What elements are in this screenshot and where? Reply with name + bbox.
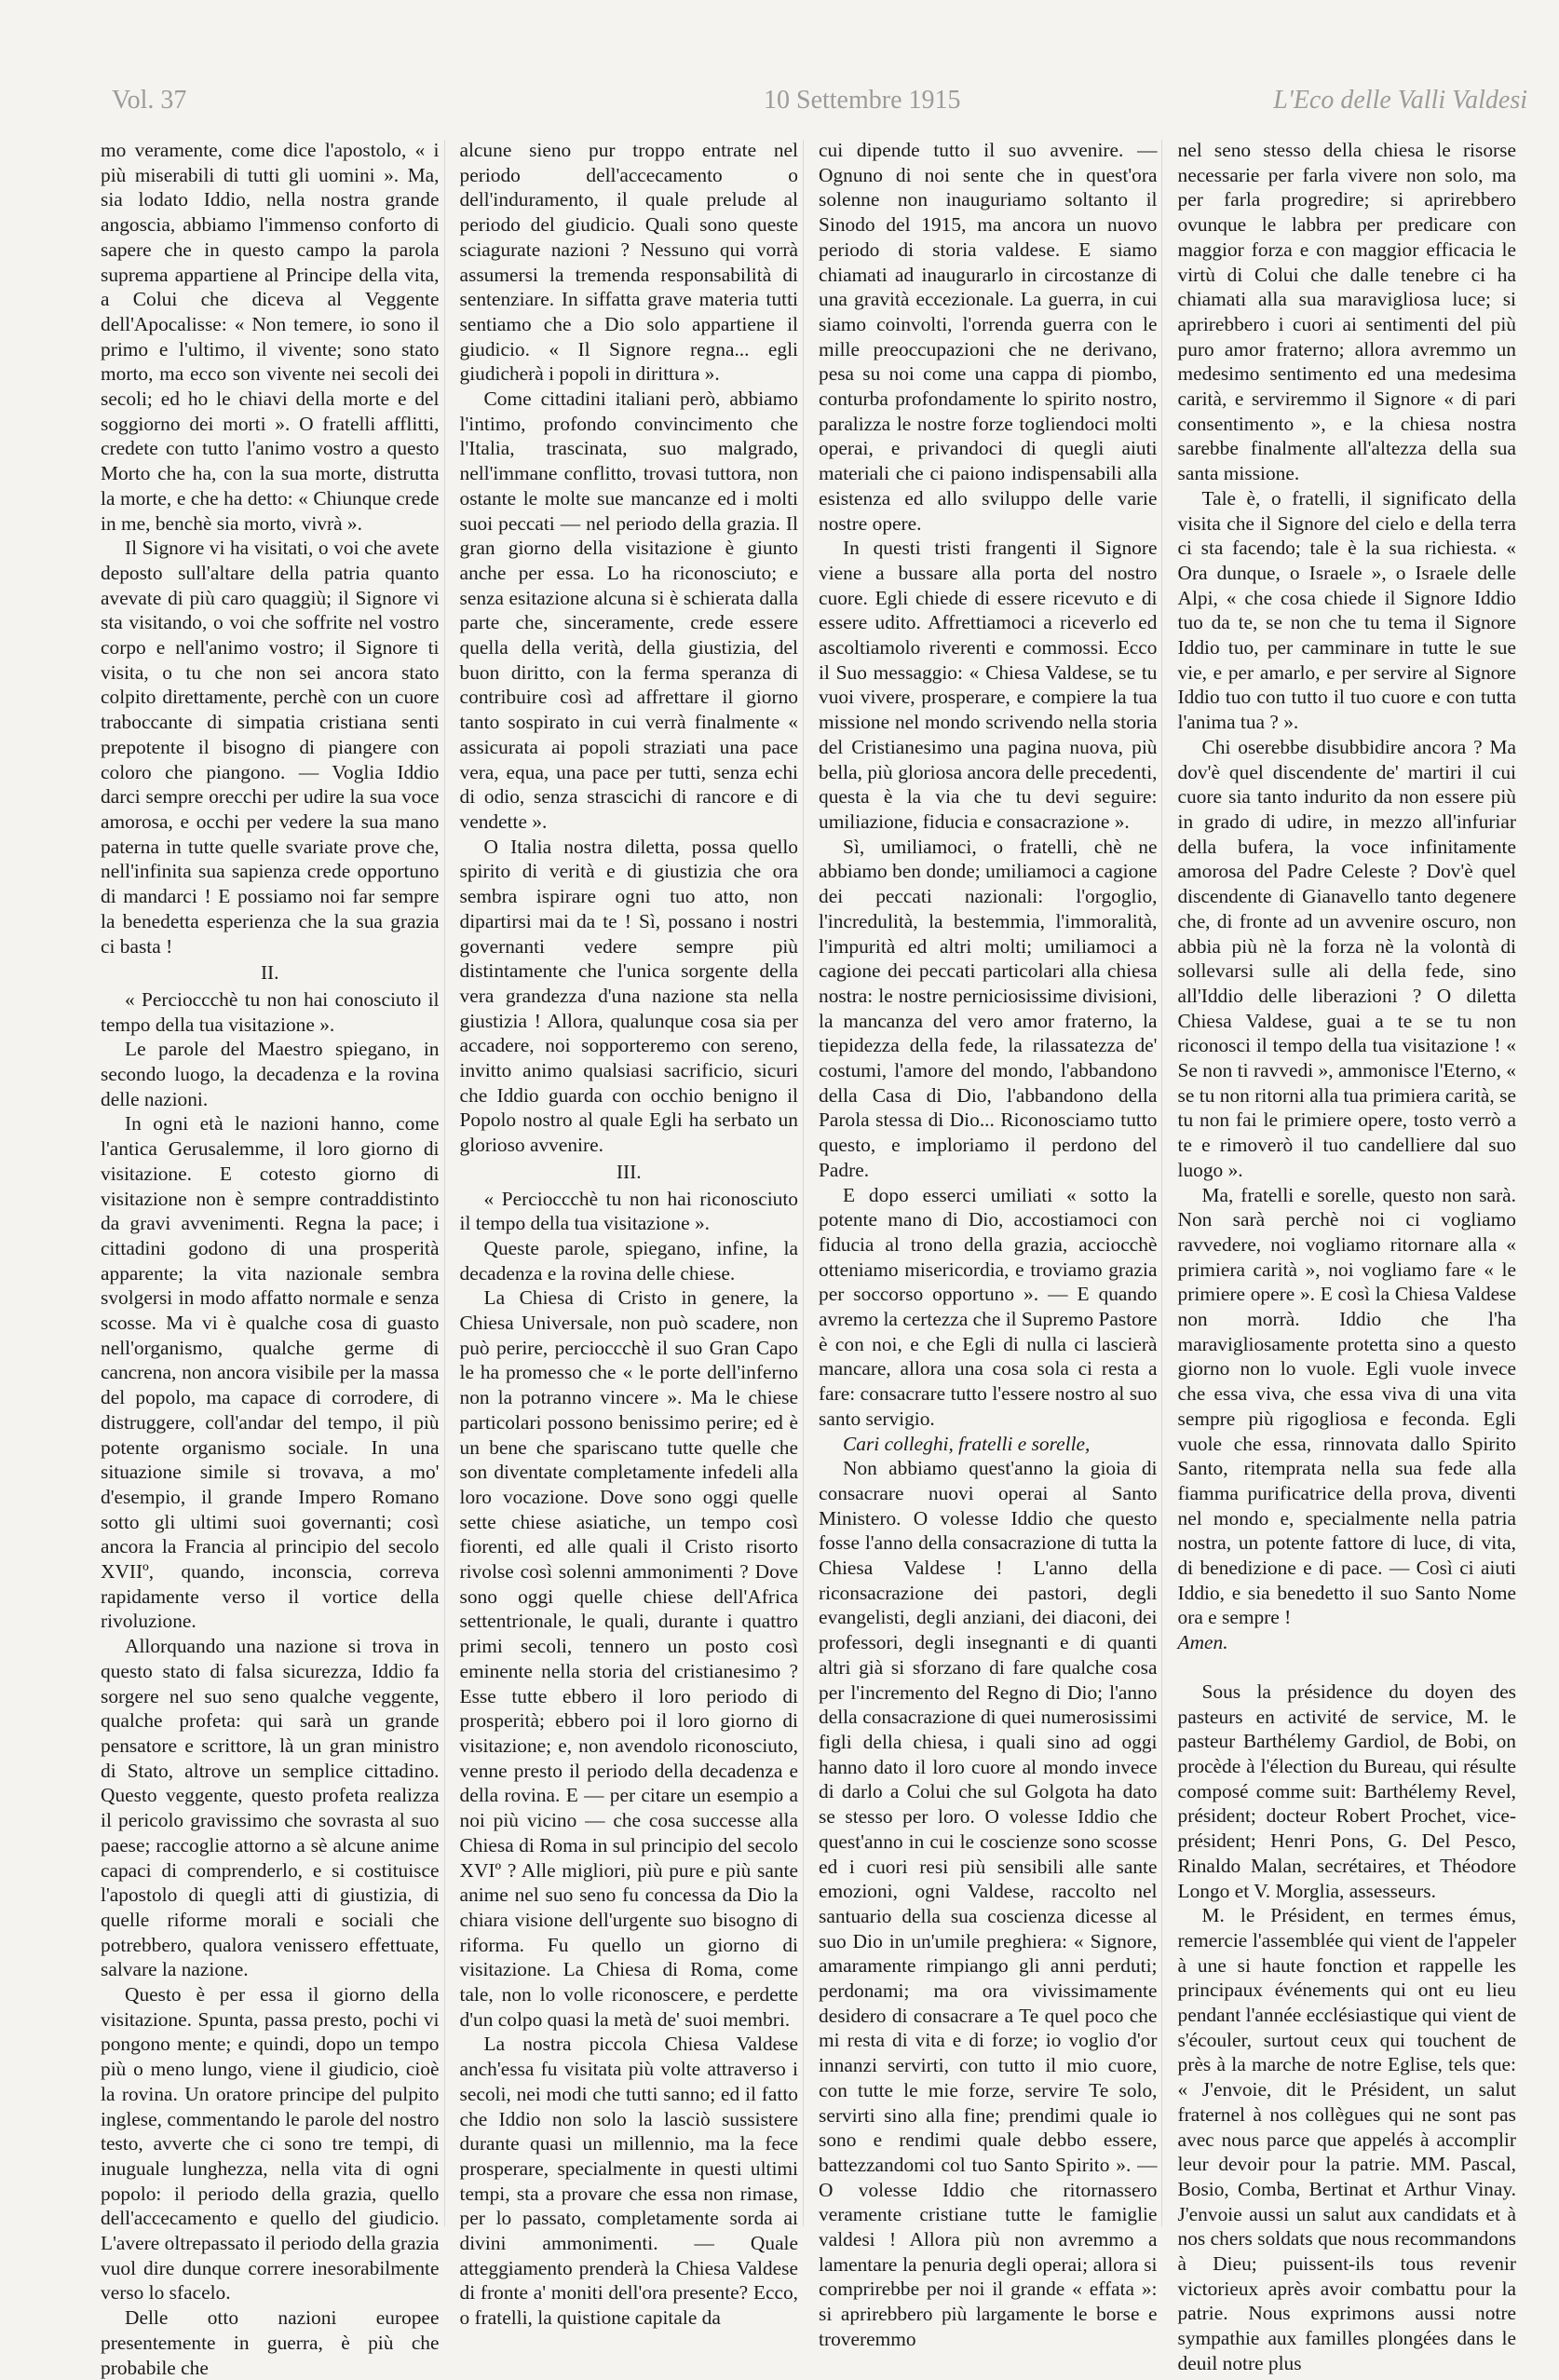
paragraph: Sì, umiliamoci, o fratelli, chè ne abbiamo ben donde; umiliamoci a cagione dei peccati nazionali: l'orgoglio, l'incredulità, la bestemmia, l'immoralità, l'impurità ed altri molti; umiliamoci a cagione dei peccati particolari alla chiesa nostra: le nostre perniciosissime divisioni, la mancanza del vero amor fraterno, la tiepidezza della fede, la rilassatezza de' costumi, l'amore del mondo, l'abbandono della Casa di Dio, l'abbandono della Parola stessa di Dio... Riconosciamo tutto questo, e imploriamo il perdono del Padre. (819, 835, 1158, 1181)
column-3 (819, 138, 1158, 2350)
paragraph: Sous la présidence du doyen des pasteurs en activité de service, M. le pasteur Barthélemy Gardiol, de Bobi, on procède à l'élection du Bureau, qui résulte composé comme suit: Barthélemy Revel, président; docteur Robert Prochet, vice-président; Henri Pons, G. Del Pesco, Rinaldo Malan, secrétaires, et Théodore Longo et V. Morglia, assesseurs. (1177, 1680, 1516, 1902)
paragraph: Tale è, o fratelli, il significato della visita che il Signore del cielo e della terra ci sta facendo; tale è la sua richiesta. « Ora dunque, o Israele », o Israele delle Alpi, « che cosa chiede il Signore Iddio tuo da te, se non che tu tema il Signore Iddio tuo, per camminare in tutte le sue vie, e per amarlo, e per servire al Signore Iddio tuo con tutto il tuo cuore e con tutta l'anima tua ? ». (1177, 486, 1516, 734)
paragraph: Non abbiamo quest'anno la gioia di consacrare nuovi operai al Santo Ministero. O volesse Iddio che questo fosse l'anno della consacrazione di tutta la Chiesa Valdese ! L'anno della riconsacrazione dei pastori, degli evangelisti, degli anziani, dei diaconi, dei professori, degli insegnanti e di quanti altri già si sforzano di fare qualche cosa per l'incremento del Regno di Dio; l'anno della consacrazione di quei numerosissimi figli della chiesa, i quali sino ad oggi hanno dato il loro cuore al mondo invece di darlo a Colui che sul Golgota ha dato se stesso per loro. O volesse Iddio che quest'anno in cui le coscienze sono scosse ed i cuori resi più sensibili alle sante emozioni, ogni Valdese, raccolto nel santuario della sua coscienza dicesse al suo Dio in un'umile preghiera: « Signore, amaramente rimpiango gli anni perduti; perdonami; ma ora vivissimamente desidero di consacrare a Te quel poco che mi resta di vita e di forze; io voglio d'or innanzi servirti, con tutto il mio cuore, con tutte le mie forze, servire Te solo, servirti sino alla fine; prendimi quale io sono e rendimi quale debbo essere, battezzandomi col tuo Santo Spirito ». — O volesse Iddio che ritornassero veramente cristiane tutte le famiglie valdesi ! Allora più non avremmo a lamentare la penuria degli operai; allora si comprirebbe per noi il grande « effata »: si aprirebbero più largamente le borse e troveremmo (819, 1457, 1158, 2350)
paragraph: Le parole del Maestro spiegano, in secondo luogo, la decadenza e la rovina delle nazioni. (101, 1038, 440, 1110)
paragraph: E dopo esserci umiliati « sotto la potente mano di Dio, accostiamoci con fiducia al trono della grazia, acciocchè otteniamo misericordia, e troviamo grazia per soccorso opportuno ». — E quando avremo la certezza che il Supremo Pastore è con noi, e che Egli di nulla ci lascierà mancare, allora una cosa sola ci resta a fare: consacrare tutto l'essere nostro al suo santo servigio. (819, 1183, 1158, 1430)
spacer (1178, 1655, 1517, 1680)
paragraph: « Percioccchè tu non hai conosciuto il tempo della tua visitazione ». (101, 987, 440, 1036)
column-1 (101, 138, 440, 2379)
paragraph: M. le Président, en termes émus, remercie l'assemblée qui vient de l'appeler à une si haute fonction et rappelle les principaux événements qui ont eu lieu pendant l'année ecclésiastique qui vient de s'écouler, surtout ceux qui touchent de près à la marche de notre Eglise, tels que: « J'envoie, dit le Président, un salut fraternel à nos collègues qui ne sont pas avec nous parce que appelés à accomplir leur devoir pour la patrie. MM. Pascal, Bosio, Comba, Bertinat et Arthur Vinay. J'envoie aussi un salut aux candidats et à nos chers soldats que nous recommandons à Dieu; puissent-ils tous revenir victorieux après avoir combattu pour la patrie. Nous exprimons aussi notre sympathie aux familles plongées dans le deuil notre plus (1177, 1904, 1516, 2374)
header-date: 10 Settembre 1915 (764, 86, 961, 115)
section-numeral: III. (616, 1160, 642, 1183)
paragraph: nel seno stesso della chiesa le risorse necessarie per farla vivere non solo, ma per farla progredire; si aprirebbero ovunque le labbra per predicare con maggior forza e con maggior efficacia le virtù di Colui che dalle tenebre ci ha chiamati alla sua maravigliosa luce; si aprirebbero i cuori ai sentimenti del più puro amor fraterno; allora avremmo un medesimo sentimento ed una medesima carità, e serviremmo il Signore « di pari consentimento », e la chiesa nostra sarebbe finalmente all'altezza della sua santa missione. (1177, 139, 1516, 485)
paragraph: « Percioccchè tu non hai riconosciuto il tempo della tua visitazione ». (459, 1187, 798, 1235)
column-4 (1177, 138, 1517, 2374)
paragraph: Delle otto nazioni europee presentemente in guerra, è più che probabile che (101, 2306, 440, 2379)
paragraph: Queste parole, spiegano, infine, la decadenza e la rovina delle chiese. (459, 1236, 798, 1285)
header-volume: Vol. 37 (112, 86, 187, 115)
page-header (93, 82, 1527, 119)
article-columns (101, 138, 1516, 2379)
paragraph: cui dipende tutto il suo avvenire. — Ognuno di noi sente che in quest'ora solenne non inauguriamo soltanto il Sinodo del 1915, ma ancora un nuovo periodo di storia valdese. E siamo chiamati ad inaugurarlo in circostanze di una gravità eccezionale. La guerra, in cui siamo coinvolti, l'orrenda guerra con le mille preoccupazioni che ne derivano, pesa su noi come una cappa di piombo, conturba profondamente lo spirito nostro, paralizza le nostre forze togliendoci molti operai, e privandoci di quegli aiuti materiali che ci paiono indispensabili alla esistenza ed allo sviluppo delle varie nostre opere. (819, 139, 1158, 535)
paragraph: O Italia nostra diletta, possa quello spirito di verità e di giustizia che ora sembra ispirare ogni tuo atto, non dipartirsi mai da te ! Sì, possano i nostri governanti vedere sempre più distintamente che l'unica sorgente della vera grandezza d'una nazione sta nella giustizia ! Allora, qualunque cosa sia per accadere, noi sopporteremo con sereno, invitto animo qualsiasi sacrificio, sicuri che Iddio guarda con occhio benigno il Popolo nostro al quale Egli ha serbato un glorioso avvenire. (459, 835, 798, 1157)
paragraph: In ogni età le nazioni hanno, come l'antica Gerusalemme, il loro giorno di visitazione. E cotesto giorno di visitazione non è sempre contraddistinto da gravi avvenimenti. Regna la pace; i cittadini godono di una prosperità apparente; la vita nazionale sembra svolgersi in modo affatto normale e senza scosse. Ma vi è qualche cosa di guasto nell'organismo, qualche germe di cancrena, non ancora visibile per la massa del popolo, ma capace di corrodere, di distruggere, coll'andar del tempo, il più potente organismo sociale. In una situazione simile si trovava, a mo' d'esempio, il grande Impero Romano sotto gli ultimi suoi governanti; così ancora la Francia al principio del secolo XVIIº, quando, inconscia, correva rapidamente verso il vortice della rivoluzione. (101, 1112, 440, 1633)
header-title: L'Eco delle Valli Valdesi (1273, 86, 1527, 115)
paragraph: Il Signore vi ha visitati, o voi che avete deposto sull'altare della patria quanto avevate di più caro quaggiù; il Signore vi sta visitando, o voi che soffrite nel vostro corpo e nell'animo vostro; il Signore ti visita, o tu che non sei ancora stato colpito direttamente, perchè con un cuore traboccante di simpatia cristiana senti prepotente il bisogno di piangere con coloro che piangono. — Voglia Iddio darci sempre orecchi per udire la sua voce amorosa, e occhi per vedere la sua mano paterna in tutte quelle svariate prove che, nell'infinita sua sapienza crede opportuno di mandarci ! E possiamo noi far sempre la benedetta esperienza che la sua grazia ci basta ! (101, 537, 440, 958)
salutation: Cari colleghi, fratelli e sorelle, (843, 1432, 1091, 1455)
paragraph: Ma, fratelli e sorelle, questo non sarà. Non sarà perchè noi ci vogliamo ravvedere, noi vogliamo ritornare alla « primiera carità », noi vogliamo fare « le primiere opere ». E così la Chiesa Valdese non morrà. Iddio che l'ha maravigliosamente protetta sino a questo giorno non lo vuole. Egli vuole invece che essa viva, che essa viva di una vita sempre più rigogliosa e feconda. Egli vuole che essa, rinnovata dallo Spirito Santo, ritemprata nella sua fede alla fiamma purificatrice della prova, diventi nel mondo e, specialmente nella patria nostra, un potente fattore di luce, di vita, di benedizione e di pace. — Così ci aiuti Iddio, e sia benedetto il suo Santo Nome ora e sempre ! (1177, 1183, 1516, 1629)
paragraph: Allorquando una nazione si trova in questo stato di falsa sicurezza, Iddio fa sorgere nel suo seno qualche veggente, qualche profeta: qui sarà un grande pensatore e scrittore, là un gran ministro di Stato, altrove un semplice cittadino. Questo veggente, questo profeta realizza il pericolo gravissimo che sovrasta al suo paese; raccoglie attorno a sè alcune anime capaci di comprenderlo, e si costituisce l'apostolo di quegli atti di giustizia, di quelle riforme morali e sociali che potrebbero, qualora venissero effettuate, salvare la nazione. (101, 1635, 440, 1981)
paragraph: La Chiesa di Cristo in genere, la Chiesa Universale, non può scadere, non può perire, percioccchè il suo Gran Capo le ha promesso che « le porte dell'inferno non la potranno vincere ». Ma le chiese particolari possono benissimo perire; ed è un bene che spariscano tutte quelle che son diventate completamente infedeli alla loro vocazione. Dove sono oggi quelle sette chiese asiatiche, un tempo così fiorenti, ed alle quali il Cristo risorto rivolse così solenni ammonimenti ? Dove sono oggi quelle chiese dell'Africa settentrionale, le quali, durante i quattro primi secoli, tennero un posto così eminente nella storia del cristianesimo ? Esse tutte ebbero il loro periodo di prosperità; ebbero poi il loro giorno di visitazione; e, non avendolo riconosciuto, venne presto il periodo della decadenza e della rovina. E — per citare un esempio a noi più vicino — che cosa successe alla Chiesa di Roma in sul principio del secolo XVIº ? Alle migliori, più pure e più sante anime nel suo seno fu concessa da Dio la chiara visione dell'urgente suo bisogno di riforma. Fu quello un giorno di visitazione. La Chiesa di Roma, come tale, non lo volle riconoscere, e perdette d'un colpo quasi la metà de' suoi membri. (459, 1286, 798, 2031)
paragraph: Questo è per essa il giorno della visitazione. Spunta, passa presto, pochi vi pongono mente; e quindi, dopo un tempo più o meno lungo, viene il giudicio, cioè la rovina. Un oratore principe del pulpito inglese, commentando le parole del nostro testo, avverte che ci sono tre tempi, di inuguale lunghezza, nella vita di ogni popolo: il periodo della grazia, quello dell'accecamento e quello del giudicio. L'avere oltrepassato il periodo della grazia vuol dire dunque correre inesorabilmente verso lo sfacelo. (101, 1983, 440, 2305)
section-numeral: II. (260, 961, 279, 985)
paragraph: In questi tristi frangenti il Signore viene a bussare alla porta del nostro cuore. Egli chiede di essere ricevuto e di essere udito. Affrettiamoci a riceverlo ed ascoltiamolo riverenti e commossi. Ecco il Suo messaggio: « Chiesa Valdese, se tu vuoi vivere, prosperare, e compiere la tua missione nel mondo scrivendo nella storia del Cristianesimo una pagina nuova, più bella, più gloriosa ancora delle precedenti, questa è la via che tu devi seguire: umiliazione, fiducia e consacrazione ». (819, 537, 1158, 833)
paragraph: alcune sieno pur troppo entrate nel periodo dell'accecamento o dell'induramento, il quale prelude al periodo del giudicio. Quali sono queste sciagurate nazioni ? Nessuno qui vorrà assumersi la tremenda responsabilità di sentenziare. In siffatta grave materia tutti sentiamo che a Dio solo appartiene il giudicio. « Il Signore regna... egli giudicherà i popoli in dirittura ». (459, 139, 798, 386)
paragraph: Chi oserebbe disubbidire ancora ? Ma dov'è quel discendente de' martiri il cui cuore sia tanto indurito da non essere più in grado di udire, in mezzo all'infuriar della bufera, la voce infinitamente amorosa del Padre Celeste ? Dov'è quel discendente di Gianavello tanto degenere che, di fronte ad un avvenire oscuro, non abbia più nè la forza nè la volontà di sollevarsi sulle ali della fede, sino all'Iddio delle liberazioni ? O diletta Chiesa Valdese, guai a te se tu non riconosci il tempo della tua visitazione ! « Se non ti ravvedi », ammonisce l'Eterno, « se tu non ritorni alla tua primiera carità, se tu non fai le primiere opere, tosto verrò a te e rimoverò il tuo candelliere dal suo luogo ». (1177, 735, 1516, 1181)
paragraph: La nostra piccola Chiesa Valdese anch'essa fu visitata più volte attraverso i secoli, nei modi che tutti sanno; ed il fatto che Iddio non solo la lasciò sussistere durante quasi un millennio, ma la fece prosperare, specialmente in questi ultimi tempi, sta a provare che essa non rimase, per lo passato, completamente sorda ai divini ammonimenti. — Quale atteggiamento prenderà la Chiesa Valdese di fronte a' moniti dell'ora presente? Ecco, o fratelli, la quistione capitale da (459, 2033, 798, 2330)
column-2 (459, 138, 799, 2330)
paragraph: mo veramente, come dice l'apostolo, « i più miserabili di tutti gli uomini ». Ma, sia lodato Iddio, nella nostra grande angoscia, abbiamo l'immenso conforto di sapere che in questo campo la parola suprema appartiene al Principe della vita, a Colui che diceva al Veggente dell'Apocalisse: « Non temere, io sono il primo e l'ultimo, il vivente; sono stato morto, ma ecco son vivente nei secoli dei secoli; ed ho le chiavi della morte e del soggiorno dei morti ». O fratelli afflitti, credete con tutto l'animo vostro a questo Morto che ha, con la sua morte, distrutta la morte, e che ha detto: « Chiunque crede in me, benchè sia morto, vivrà ». (101, 139, 440, 535)
paragraph: Come cittadini italiani però, abbiamo l'intimo, profondo convincimento che l'Italia, trascinata, suo malgrado, nell'immane conflitto, trovasi tuttora, non ostante le molte sue mancanze ed i molti suoi peccati — nel periodo della grazia. Il gran giorno della visitazione è giunto anche per essa. Lo ha riconosciuto; e senza esitazione alcuna si è schierata dalla parte che, sinceramente, crede essere quella della verità, della giustizia, del buon diritto, con la ferma speranza di contribuire così ad affrettare il giorno tanto sospirato in cui verrà finalmente « assicurata ai popoli straziati una pace vera, equa, una pace per tutti, senza echi di odio, senza strascichi di rancore e di vendette ». (459, 388, 798, 833)
closing-amen: Amen. (1177, 1631, 1228, 1654)
